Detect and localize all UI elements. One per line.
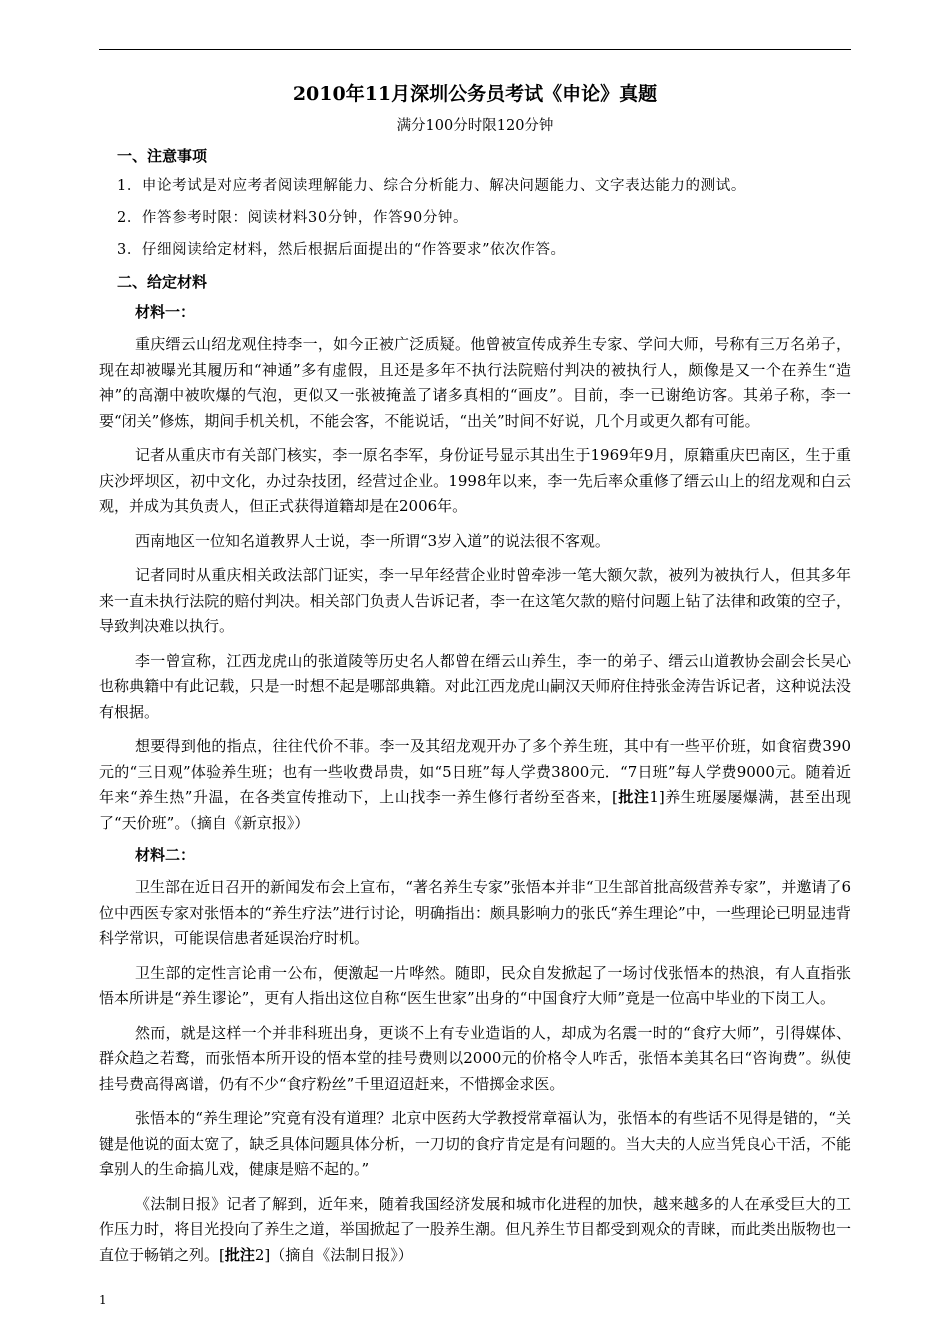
section-heading-materials: 二、给定材料 — [117, 273, 208, 291]
annotation-label: 批注 — [224, 1245, 255, 1264]
note-item: 2．作答参考时限：阅读材料30分钟，作答90分钟。 — [117, 210, 469, 226]
material-2-paragraph: 卫生部在近日召开的新闻发布会上宣布，“著名养生专家”张悟本并非“卫生部首批高级营养专家”，并邀请了6位中西医专家对张悟本的“养生疗法”进行讨论，明确指出：颇具影响力的张氏“养生理论”中，一些理论已明显违背科学常识，可能误信患者延误治疗时机。 — [99, 878, 851, 947]
material-1-paragraph-annotated — [99, 734, 851, 836]
material-1-paragraph: 记者同时从重庆相关政法部门证实，李一早年经营企业时曾牵涉一笔大额欠款，被列为被执行人，但其多年来一直未执行法院的赔付判决。相关部门负责人告诉记者，李一在这笔欠款的赔付问题上钻了法律和政策的空子，导致判决难以执行。 — [99, 566, 851, 635]
paragraph-text: 想要得到他的指点，往往代价不菲。李一及其绍龙观开办了多个养生班，其中有一些平价班，如食宿费390元的“三日观”体验养生班；也有一些收费昂贵，如“5日班”每人学费3800元．“7日班”每人学费9000元。随着近年来“养生热”升温，在各类宣传推动下，上山找李一养生修行者纷至沓来，[ — [99, 737, 851, 806]
material-2-paragraph: 然而，就是这样一个并非科班出身，更谈不上有专业造诣的人，却成为名震一时的“食疗大师”，引得媒体、群众趋之若鹜，而张悟本所开设的悟本堂的挂号费则以2000元的价格令人咋舌，张悟本美其名曰“咨询费”。纵使挂号费高得离谱，仍有不少“食疗粉丝”千里迢迢赶来，不惜掷金求医。 — [99, 1023, 851, 1093]
material-1-heading: 材料一： — [135, 303, 196, 321]
material-1-paragraph: 西南地区一位知名道教界人士说，李一所谓“3岁入道”的说法很不客观。 — [135, 531, 610, 550]
document-body — [99, 82, 851, 1277]
material-2-paragraph: 卫生部的定性言论甫一公布，便激起一片哗然。随即，民众自发掀起了一场讨伐张悟本的热浪，有人直指张悟本所讲是“养生谬论”，更有人指出这位自称“医生世家”出身的“中国食疗大师”竟是一位高中毕业的下岗工人。 — [99, 963, 851, 1007]
note-item: 3．仔细阅读给定材料，然后根据后面提出的“作答要求”依次作答。 — [117, 242, 566, 258]
annotation-label: 批注 — [617, 788, 650, 806]
note-item: 1．申论考试是对应考者阅读理解能力、综合分析能力、解决问题能力、文字表达能力的测试。 — [117, 178, 746, 194]
document-title: 2010年11月深圳公务员考试《申论》真题 — [292, 83, 658, 105]
document-subtitle: 满分100分时限120分钟 — [396, 118, 554, 134]
material-1-paragraph: 重庆缙云山绍龙观住持李一，如今正被广泛质疑。他曾被宣传成养生专家、学问大师，号称有三万名弟子，现在却被曝光其履历和“神通”多有虚假，且还是多年不执行法院赔付判决的被执行人，颇像是又一个在养生“造神”的高潮中被吹爆的气泡，更似又一张被掩盖了诸多真相的“画皮”。目前，李一已谢绝访客。其弟子称，李一要“闭关”修炼，期间手机关机，不能会客，不能说话，“出关”时间不好说，几个月或更久都有可能。 — [99, 335, 851, 430]
material-2-paragraph-annotated — [99, 1192, 851, 1269]
paragraph-text: 《法制日报》记者了解到，近年来，随着我国经济发展和城市化进程的加快，越来越多的人在承受巨大的工作压力时，将目光投向了养生之道，举国掀起了一股养生潮。但凡养生节目都受到观众的青睐，而此类出版物也一直位于畅销之列。[ — [99, 1194, 851, 1264]
header-rule — [99, 49, 851, 50]
material-2-paragraph: 张悟本的“养生理论”究竟有没有道理？北京中医药大学教授常章福认为，张悟本的有些话不见得是错的，“关键是他说的面太宽了，缺乏具体问题具体分析，一刀切的食疗肯定是有问题的。当大夫的人应当凭良心干活，不能拿别人的生命搞儿戏，健康是赔不起的。” — [99, 1109, 851, 1178]
paragraph-text: 1]养生班屡屡爆满，甚至出现了“天价班”。（摘自《新京报》） — [99, 788, 851, 832]
paragraph-text: 2]（摘自《法制日报》） — [254, 1245, 413, 1264]
page-number: 1 — [99, 1293, 107, 1307]
material-1-paragraph: 李一曾宣称，江西龙虎山的张道陵等历史名人都曾在缙云山养生，李一的弟子、缙云山道教协会副会长吴心也称典籍中有此记载，只是一时想不起是哪部典籍。对此江西龙虎山嗣汉天师府住持张金涛告诉记者，这种说法没有根据。 — [99, 651, 851, 721]
section-heading-notes: 一、注意事项 — [117, 147, 208, 165]
material-2-heading: 材料二： — [135, 846, 196, 864]
material-1-paragraph: 记者从重庆市有关部门核实，李一原名李军，身份证号显示其出生于1969年9月，原籍重庆巴南区，生于重庆沙坪坝区，初中文化，办过杂技团，经营过企业。1998年以来，李一先后率众重修了缙云山上的绍龙观和白云观，并成为其负责人，但正式获得道籍却是在2006年。 — [99, 446, 851, 515]
